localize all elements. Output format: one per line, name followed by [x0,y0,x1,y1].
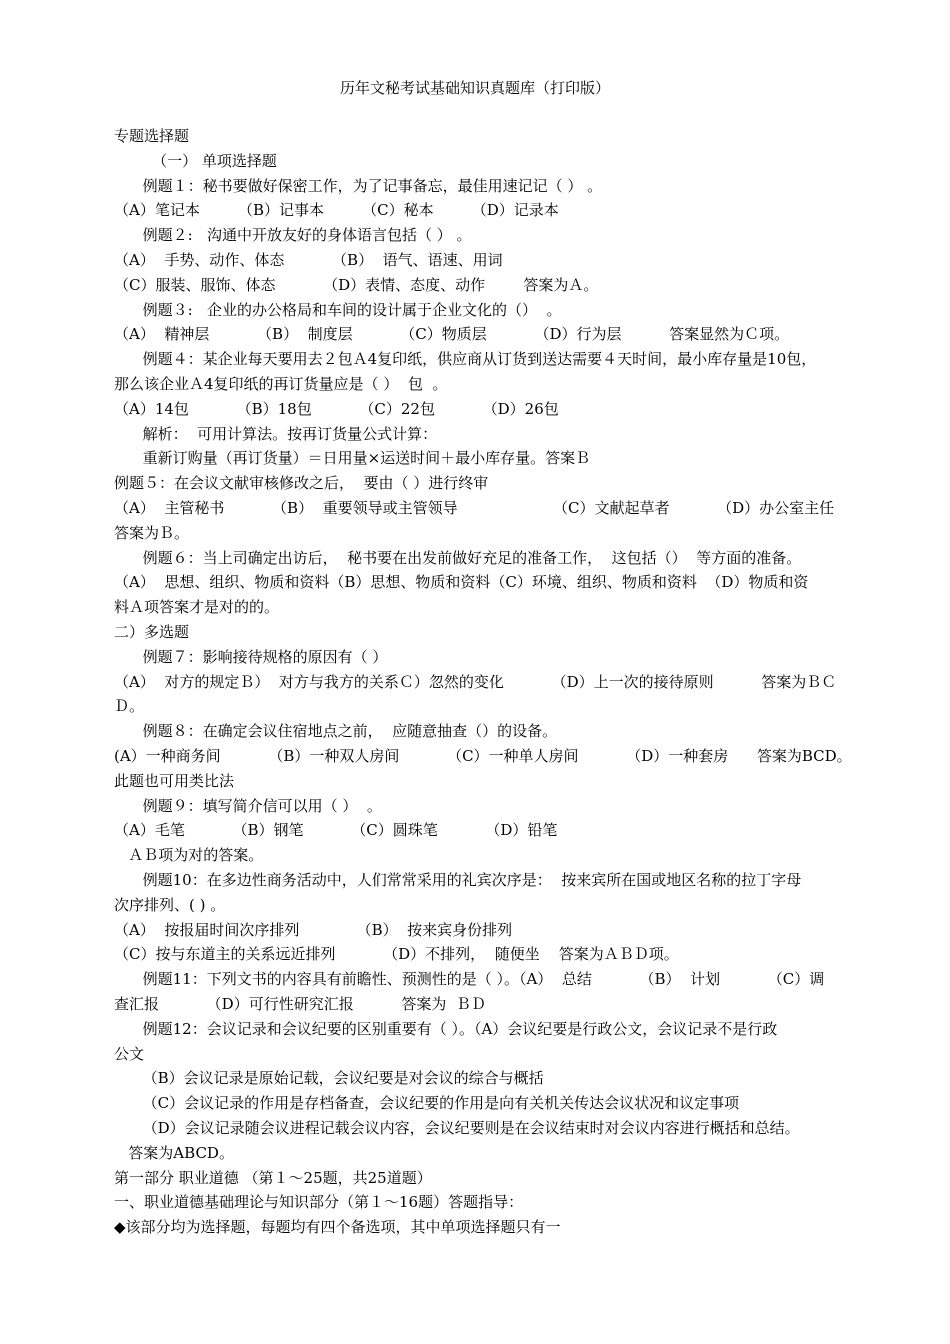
text-line [114,1141,234,1165]
text-line [114,298,562,322]
text-line [114,546,801,570]
text-line-content: 答案为ABCD。 [114,1143,234,1162]
text-line [114,645,387,669]
text-line-content: （A） 按报届时间次序排列 （B） 按来宾身份排列 [114,920,513,939]
text-line-content: 例题10：在多边性商务活动中，人们常常采用的礼宾次序是： 按来宾所在国或地区名称的拉丁字母 [114,871,802,889]
text-line-content: 重新订购量（再订货量）＝日用量×运送时间＋最小库存量。答案Ｂ [114,449,591,468]
text-line-content: （A） 手势、动作、体态 （B） 语气、语速、用词 [114,251,503,269]
text-line [114,719,557,743]
text-line-content: 那么该企业Ａ4复印纸的再订货量应是（ ） 包 。 [114,375,448,393]
text-line-content: 次序排列、( ) 。 [114,895,226,914]
text-line [114,347,816,371]
text-line-content: （C）按与东道主的关系远近排列 （D）不排列， 随便坐 答案为ＡＢＤ项。 [114,945,679,964]
text-line [114,496,834,520]
text-line [114,818,557,842]
text-line [114,198,559,222]
document-title: 历年文秘考试基础知识真题库（打印版） [339,79,610,97]
text-line-content: （A）笔记本 （B）记事本 （C）秘本 （D）记录本 [114,201,559,220]
text-line-content: Ｄ。 [114,697,145,716]
text-line-content: 解析： 可用计算法。按再订货量公式计算： [114,424,438,443]
text-line-content: （C）会议记录的作用是存档备查，会议纪要的作用是向有关机关传达会议状况和议定事项 [114,1094,740,1113]
text-line-content: 例题11：下列文书的内容具有前瞻性、预测性的是（ ）。（A） 总结 （B） 计划 （C）调 [114,970,825,989]
text-line [114,1017,777,1041]
text-line [114,868,801,892]
text-line [114,174,602,198]
text-line-content: 二）多选题 [114,623,190,641]
text-line-content: (A）一种商务间 （B）一种双人房间 （C）一种单人房间 （D）一种套房 答案为BCD。 [114,747,852,765]
text-line [114,992,486,1016]
text-line [114,918,512,942]
text-line [114,322,789,346]
text-line [114,1116,800,1140]
text-line [114,967,824,991]
text-line-content: 专题选择题 [114,127,190,145]
text-line-content: （一） 单项选择题 [114,151,277,170]
text-line [114,273,598,297]
text-line [114,694,144,718]
text-line-content: 一、职业道德基础理论与知识部分（第１～16题）答题指导： [114,1193,524,1212]
text-line-content: 例题７：影响接待规格的原因有（ ） [114,647,388,666]
text-line-content: （C）服装、服饰、体态 （D）表情、态度、动作 答案为Ａ。 [114,275,599,294]
text-line-content: 例题９：填写简介信可以用（ ） 。 [114,796,382,815]
text-line-content: （A） 对方的规定Ｂ） 对方与我方的关系Ｃ）忽然的变化 （D）上一次的接待原则 答案为ＢＣ [114,672,837,691]
text-line [114,769,234,793]
text-line-content: （A） 精神层 （B） 制度层 （C）物质层 （D）行为层 答案显然为Ｃ项。 [114,325,790,344]
text-line [114,521,189,545]
text-line-content: （A）14包 （B）18包 （C）22包 （D）26包 [114,399,559,418]
text-line [114,595,279,619]
text-line [114,422,437,446]
text-line-content: （A） 主管秘书 （B） 重要领导或主管领导 （C）文献起草者 （D）办公室主任 [114,499,835,517]
text-line-content: （B）会议记录是原始记载，会议纪要是对会议的综合与概括 [114,1069,544,1088]
text-line-content: ＡＢ项为对的答案。 [114,846,264,865]
text-line [114,1190,523,1214]
text-line [114,942,679,966]
text-line [114,794,382,818]
text-line [114,620,189,644]
text-line-content: 公文 [114,1044,145,1063]
text-line-content: 例题５：在会议文献审核修改之后， 要由（ ）进行终审 [114,474,489,493]
text-line [114,223,472,247]
text-line [114,1066,544,1090]
text-line-content: 查汇报 （D）可行性研究汇报 答案为 ＢＤ [114,995,486,1013]
text-line [114,149,277,173]
text-line-content: 例题６：当上司确定出访后， 秘书要在出发前做好充足的准备工作， 这包括（） 等方面的准备。 [114,548,802,567]
text-line [114,893,225,917]
text-line-content: 例题４：某企业每天要用去２包Ａ4复印纸，供应商从订货到送达需要４天时间，最小库存量是10包， [114,350,817,369]
text-line [114,670,836,694]
text-line [114,248,503,272]
text-line-content: 例题12：会议记录和会议纪要的区别重要有（ ）。（A）会议纪要是行政公文，会议记录不是行政 [114,1019,778,1038]
text-line [114,1215,561,1239]
text-line-content: 第一部分 职业道德 （第１～25题，共25道题） [114,1168,432,1187]
text-line [114,471,488,495]
text-line [114,744,852,768]
text-line [114,1166,432,1190]
text-line-content: 例题１：秘书要做好保密工作，为了记事备忘，最佳用速记记（ ） 。 [114,176,603,195]
text-line [114,843,263,867]
text-line-content: 此题也可用类比法 [114,771,235,790]
text-line [114,124,189,148]
text-line-content: 例题２: 沟通中开放友好的身体语言包括（ ） 。 [114,226,472,245]
text-line-content: 例题３: 企业的办公格局和车间的设计属于企业文化的（） 。 [114,300,562,319]
text-line [114,372,447,396]
text-line-content: 答案为Ｂ。 [114,523,190,542]
text-line [114,570,808,594]
text-line [114,397,559,421]
text-line-content: 例题８：在确定会议住宿地点之前， 应随意抽查（）的设备。 [114,722,558,741]
text-line-content: 料Ａ项答案才是对的的。 [114,598,280,617]
text-line [114,446,590,470]
text-line [114,1042,144,1066]
text-line-content: （A）毛笔 （B）钢笔 （C）圆珠笔 （D）铅笔 [114,821,558,840]
text-line-content: ◆该部分均为选择题，每题均有四个备选项，其中单项选择题只有一 [114,1218,561,1237]
text-line-content: （A） 思想、组织、物质和资料（B）思想、物质和资料（C）环境、组织、物质和资料 （D）物质和资 [114,573,809,592]
text-line-content: （D）会议记录随会议进程记载会议内容，会议纪要则是在会议结束时对会议内容进行概括和总结。 [114,1119,800,1137]
text-line [114,1091,739,1115]
